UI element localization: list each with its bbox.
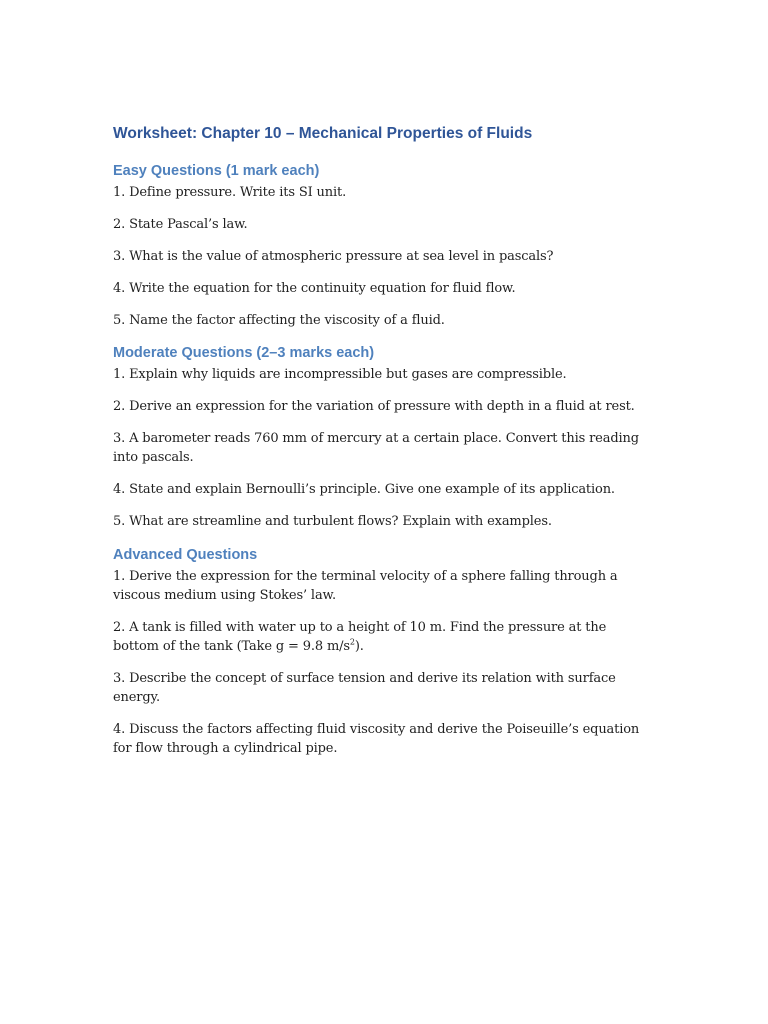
moderate-question-1: 1. Explain why liquids are incompressible but gases are compressible. xyxy=(113,367,567,382)
section-heading-easy: Easy Questions (1 mark each) xyxy=(113,163,320,179)
easy-question-4: 4. Write the equation for the continuity equation for fluid flow. xyxy=(113,281,516,296)
easy-question-2: 2. State Pascal’s law. xyxy=(113,217,248,232)
easy-question-3: 3. What is the value of atmospheric pressure at sea level in pascals? xyxy=(113,249,554,264)
advanced-question-3: 3. Describe the concept of surface tension and derive its relation with surface energy. xyxy=(113,671,616,705)
advanced-question-4: 4. Discuss the factors affecting fluid viscosity and derive the Poiseuille’s equation for flow through a cylindrical pipe. xyxy=(113,722,640,756)
advanced-question-1: 1. Derive the expression for the terminal velocity of a sphere falling through a viscous medium using Stokes’ law. xyxy=(113,569,618,603)
advanced-question-2-end: ). xyxy=(354,639,364,654)
section-heading-advanced: Advanced Questions xyxy=(113,547,258,563)
easy-question-1: 1. Define pressure. Write its SI unit. xyxy=(113,185,347,200)
section-advanced-questions xyxy=(113,545,653,758)
moderate-question-4: 4. State and explain Bernoulli’s principle. Give one example of its application. xyxy=(113,482,615,497)
section-heading-moderate: Moderate Questions (2–3 marks each) xyxy=(113,345,375,361)
worksheet-title: Worksheet: Chapter 10 – Mechanical Properties of Fluids xyxy=(113,125,533,142)
moderate-question-2: 2. Derive an expression for the variation of pressure with depth in a fluid at rest. xyxy=(113,399,635,414)
moderate-question-3: 3. A barometer reads 760 mm of mercury at a certain place. Convert this reading into pascals. xyxy=(113,431,639,465)
section-easy-questions xyxy=(113,161,653,330)
advanced-question-2 xyxy=(113,618,653,656)
superscript-exponent: 2 xyxy=(349,637,355,647)
advanced-question-2-text: 2. A tank is filled with water up to a height of 10 m. Find the pressure at the bottom of the tank (Take g = 9.8 m/s xyxy=(113,620,607,654)
worksheet-page xyxy=(113,124,653,771)
easy-question-5: 5. Name the factor affecting the viscosity of a fluid. xyxy=(113,313,445,328)
section-moderate-questions xyxy=(113,343,653,531)
moderate-question-5: 5. What are streamline and turbulent flows? Explain with examples. xyxy=(113,514,552,529)
